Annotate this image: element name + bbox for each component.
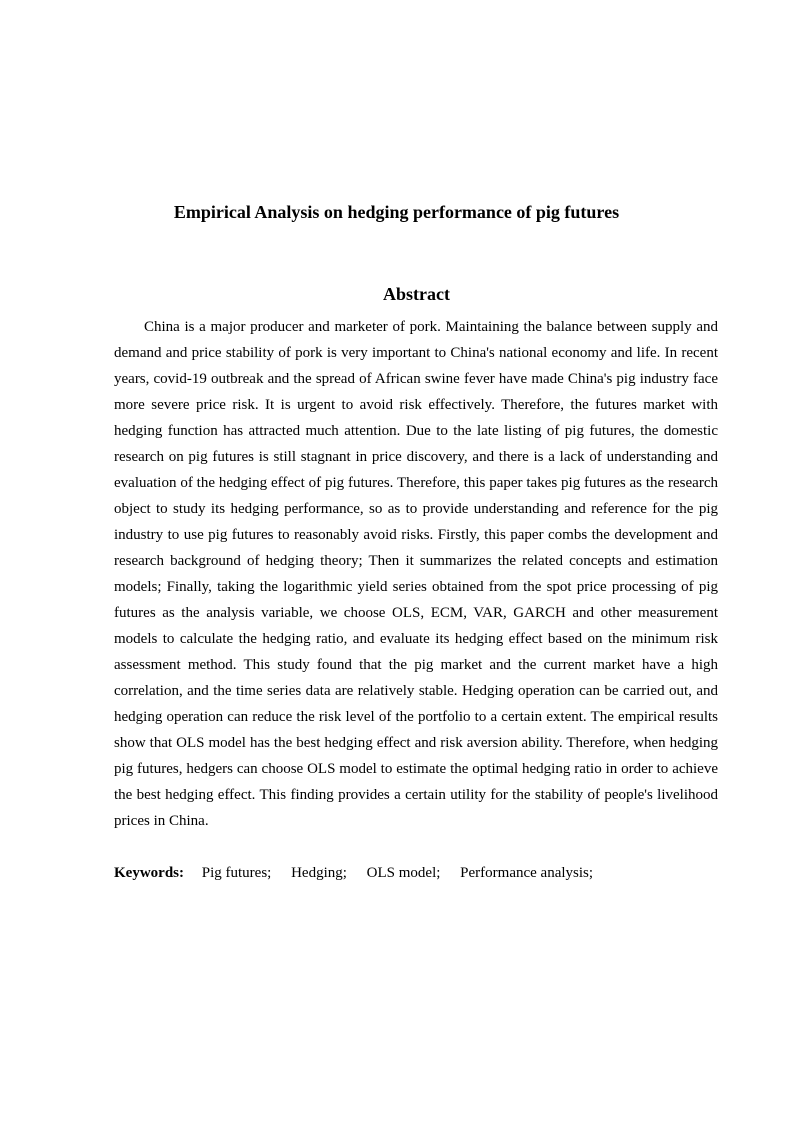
- keyword-item: OLS model;: [366, 865, 441, 881]
- abstract-heading: Abstract: [383, 284, 450, 304]
- keyword-item: Pig futures;: [201, 865, 272, 881]
- abstract-body: China is a major producer and marketer of pork. Maintaining the balance between supply and demand and price stability of pork is very important to China's national economy and life. In recent years, covid-19 outbreak and the spread of African swine fever have made China's pig industry face more severe price risk. It is urgent to avoid risk effectively. Therefore, the futures market with hedging function has attracted much attention. Due to the late listing of pig futures, the domestic research on pig futures is still stagnant in price discovery, and there is a lack of understanding and evaluation of the hedging effect of pig futures. Therefore, this paper takes pig futures as the research object to study its hedging performance, so as to provide understanding and reference for the pig industry to use pig futures to reasonably avoid risks. Firstly, this paper combs the development and research background of hedging theory; Then it summarizes the related concepts and estimation models; Finally, taking the logarithmic yield series obtained from the spot price processing of pig futures as the analysis variable, we choose OLS, ECM, VAR, GARCH and other measurement models to calculate the hedging ratio, and evaluate its hedging effect based on the minimum risk assessment method. This study found that the pig market and the current market have a high correlation, and the time series data are relatively stable. Hedging operation can be carried out, and hedging operation can reduce the risk level of the portfolio to a certain extent. The empirical results show that OLS model has the best hedging effect and risk aversion ability. Therefore, when hedging pig futures, hedgers can choose OLS model to estimate the optimal hedging ratio in order to achieve the best hedging effect. This finding provides a certain utility for the stability of people's livelihood prices in China.: [114, 319, 718, 829]
- keyword-item: Hedging;: [291, 865, 347, 881]
- keyword-item: Performance analysis;: [460, 865, 594, 881]
- paper-title: Empirical Analysis on hedging performance of pig futures: [173, 202, 620, 222]
- keywords-label: Keywords:: [114, 865, 184, 881]
- keywords-line: [114, 860, 718, 886]
